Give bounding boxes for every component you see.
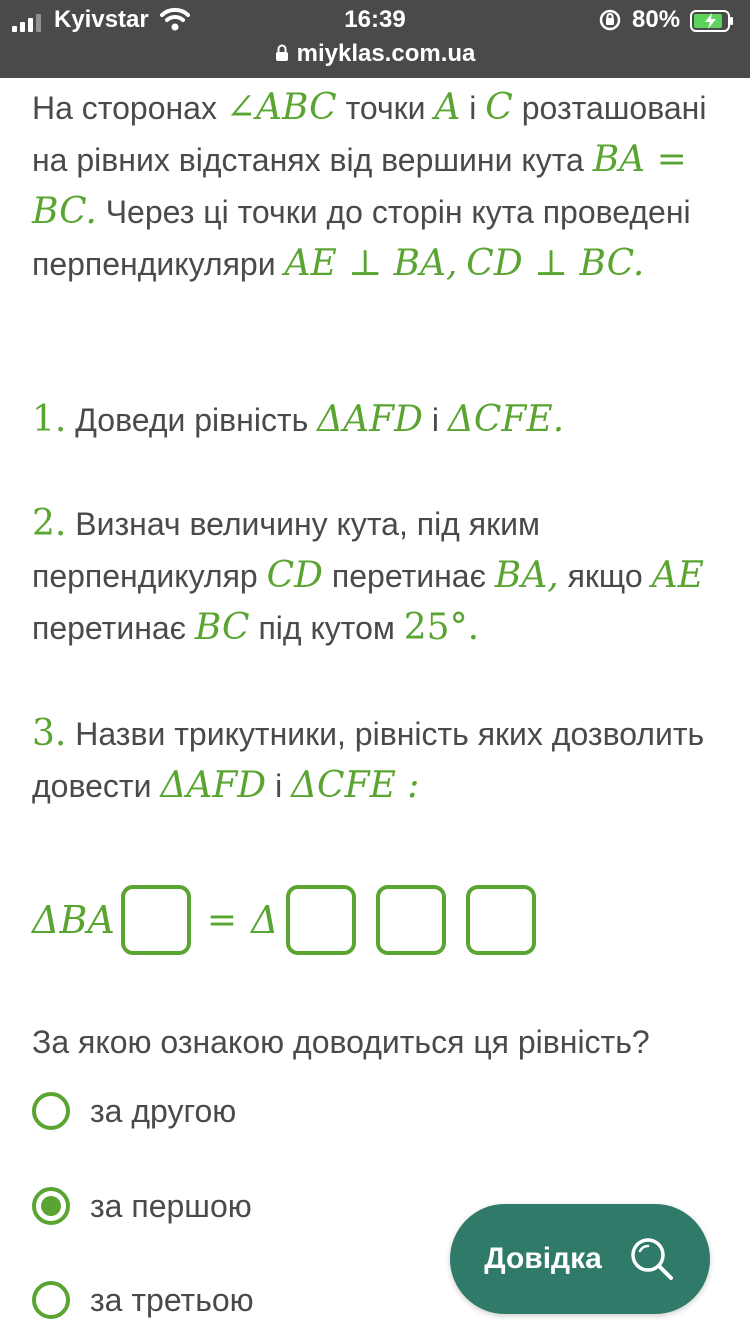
math-triangle: ΔCFE :	[291, 765, 420, 806]
status-bar	[0, 4, 750, 38]
task-2	[32, 498, 722, 654]
answer-box-3[interactable]	[376, 885, 446, 955]
text: розташовані на рівних відстанях від вершини кута	[32, 90, 707, 178]
lock-icon	[275, 44, 289, 62]
text: і	[266, 768, 292, 804]
math-triangle: ΔAFD	[317, 399, 423, 440]
option-label: за другою	[90, 1092, 237, 1129]
equation-right: Δ	[250, 898, 279, 942]
option-label: за першою	[90, 1187, 252, 1224]
text: якщо	[558, 558, 652, 594]
address-bar[interactable]	[0, 40, 750, 68]
problem-text	[32, 82, 722, 290]
text: і	[423, 402, 448, 438]
text: Визнач величину кута, під яким перпендикуляр	[32, 506, 540, 594]
math-equality: BA = BC.	[32, 139, 687, 232]
math-angle-value: 25°.	[403, 607, 480, 648]
carrier-name: Kyivstar	[54, 6, 149, 33]
option-third[interactable]	[32, 1281, 254, 1319]
battery-icon	[690, 10, 734, 32]
option-second[interactable]	[32, 1092, 236, 1130]
option-first[interactable]	[32, 1187, 252, 1225]
math-segment: CD	[266, 555, 324, 596]
rotation-lock-icon	[598, 8, 622, 32]
radio-button[interactable]	[32, 1092, 70, 1130]
equals-sign: =	[206, 899, 237, 941]
problem-statement	[32, 82, 722, 290]
text: перетинає	[323, 558, 495, 594]
math-point-a: A	[434, 87, 461, 128]
equation-left: ΔBA	[32, 898, 115, 942]
task-1	[32, 394, 722, 446]
browser-top-bar	[0, 0, 750, 78]
battery-percent: 80%	[632, 6, 681, 33]
answer-box-2[interactable]	[286, 885, 356, 955]
question-text: За якою ознакою доводиться ця рівність?	[32, 1024, 650, 1060]
math-point-c: C	[485, 87, 513, 128]
math-perp-1: AE ⊥ BA,	[284, 243, 458, 284]
option-label: за третьою	[90, 1281, 254, 1318]
clock: 16:39	[344, 6, 406, 33]
triangle-equation	[32, 880, 536, 960]
math-segment: AE	[651, 555, 704, 596]
task-number: 3.	[32, 713, 67, 754]
math-triangle: ΔCFE.	[447, 399, 565, 440]
text: Назви трикутники, рівність яких дозволить довести	[32, 716, 705, 804]
help-button[interactable]	[450, 1204, 710, 1314]
task-number: 1.	[32, 399, 67, 440]
math-triangle: ΔAFD	[160, 765, 267, 806]
text: перетинає	[32, 610, 195, 646]
text: точки	[336, 90, 435, 126]
answer-box-1[interactable]	[121, 885, 191, 955]
math-segment: BC	[194, 607, 250, 648]
task-3	[32, 708, 722, 812]
help-button-label: Довідка	[484, 1242, 602, 1275]
answer-box-4[interactable]	[466, 885, 536, 955]
text: Доведи рівність	[66, 402, 318, 438]
radio-dot	[41, 1196, 61, 1216]
radio-button[interactable]	[32, 1281, 70, 1319]
text: під кутом	[249, 610, 404, 646]
math-angle: ∠ABC	[225, 87, 337, 128]
text: Через ці точки до сторін кута проведені перпендикуляри	[32, 194, 691, 282]
text: На сторонах	[32, 90, 226, 126]
math-segment: BA,	[494, 555, 559, 596]
task-number: 2.	[32, 503, 67, 544]
math-perp-2: CD ⊥ BC.	[466, 243, 645, 284]
url-text: miyklas.com.ua	[296, 40, 476, 67]
text: і	[460, 90, 486, 126]
radio-button-selected[interactable]	[32, 1187, 70, 1225]
search-icon	[628, 1235, 676, 1283]
